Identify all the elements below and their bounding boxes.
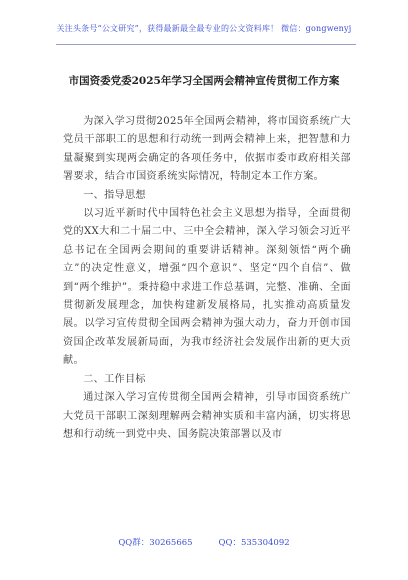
intro-paragraph: 为深入学习贯彻2025年全国两会精神，将市国资系统广大党员干部职工的思想和行动统一到两会精神上来，把智慧和力量凝聚到实现两会确定的各项任务中，依据市委市政府相关部署要求，结合市国资系统实际情况，特制定本工作方案。 bbox=[63, 116, 351, 183]
contact-footer bbox=[0, 536, 408, 548]
promo-banner: 关注头条号“公文研究”，获得最新最全最专业的公文资料库！ 微信：gongwenyj bbox=[56, 24, 352, 33]
header-divider bbox=[56, 44, 356, 45]
document-body bbox=[63, 113, 351, 444]
section-heading-work-goals: 二、工作目标 bbox=[83, 373, 146, 385]
work-goals-paragraph: 通过深入学习宣传贯彻全国两会精神，引导市国资系统广大党员干部职工深刻理解两会精神实质和丰富内涵，切实将思想和行动统一到党中央、国务院决策部署以及市 bbox=[63, 392, 351, 440]
guiding-ideology-paragraph: 以习近平新时代中国特色社会主义思想为指导，全面贯彻党的XX大和二十届二中、三中全会精神，深入学习领会习近平总书记在全国两会期间的重要讲话精神。深刻领悟“两个确立”的决定性意义，增强“四个意识”、坚定“四个自信”、做到“两个维护”。秉持稳中求进工作总基调，完整、准确、全面贯彻新发展理念，加快构建新发展格局，扎实推动高质量发展。以学习宣传贯彻全国两会精神为强大动力，奋力开创市国资国企改革发展新局面，为我市经济社会发展作出新的更大贡献。 bbox=[63, 208, 351, 367]
section-heading-guiding-ideology: 一、指导思想 bbox=[83, 189, 146, 201]
document-title: 市国资委党委2025年学习全国两会精神宣传贯彻工作方案 bbox=[68, 75, 340, 87]
qq-group-number: QQ群：30265665 bbox=[118, 538, 193, 548]
qq-number: QQ：535304092 bbox=[218, 538, 290, 548]
